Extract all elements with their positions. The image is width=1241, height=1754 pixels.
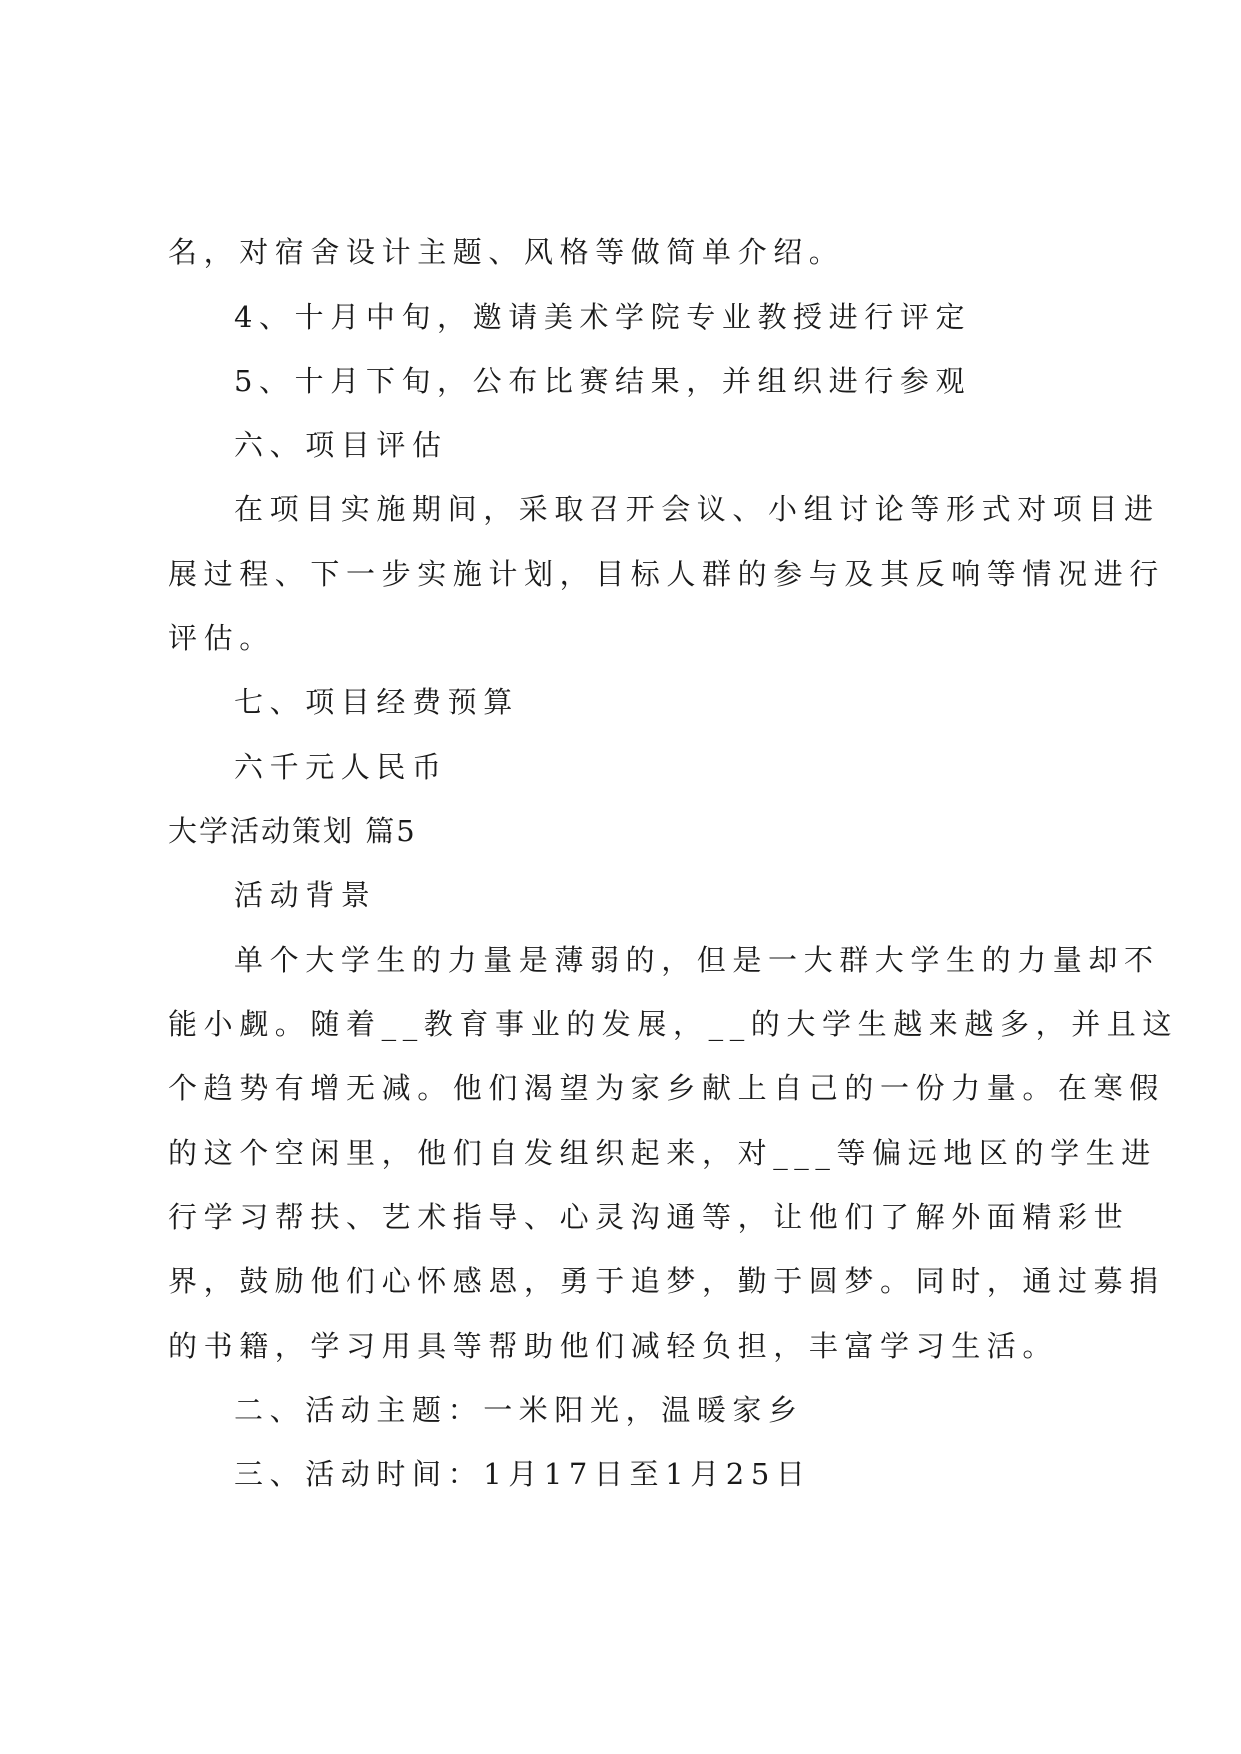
text-line: 单个大学生的力量是薄弱的，但是一大群大学生的力量却不 (234, 943, 1160, 977)
text-line: 的这个空闲里，他们自发组织起来，对___等偏远地区的学生进 (168, 1136, 1157, 1170)
section-heading: 七、项目经费预算 (234, 685, 519, 719)
text-line: 在项目实施期间，采取召开会议、小组讨论等形式对项目进 (234, 492, 1160, 526)
text-line: 行学习帮扶、艺术指导、心灵沟通等，让他们了解外面精彩世 (168, 1200, 1130, 1234)
section-heading: 二、活动主题：一米阳光，温暖家乡 (234, 1393, 804, 1427)
text-line: 评估。 (168, 621, 275, 655)
text-line: 界，鼓励他们心怀感恩，勇于追梦，勤于圆梦。同时，通过募捐 (168, 1264, 1165, 1298)
section-heading: 三、活动时间：1月17日至1月25日 (234, 1457, 812, 1491)
section-heading: 六、项目评估 (234, 428, 448, 462)
text-line: 能小觑。随着__教育事业的发展，__的大学生越来越多，并且这 (168, 1007, 1179, 1041)
text-line: 个趋势有增无减。他们渴望为家乡献上自己的一份力量。在寒假 (168, 1071, 1165, 1105)
text-line: 六千元人民币 (234, 750, 448, 784)
article-heading: 大学活动策划 篇5 (168, 814, 417, 848)
text-line: 名，对宿舍设计主题、风格等做简单介绍。 (168, 235, 845, 269)
text-line: 5、十月下旬，公布比赛结果，并组织进行参观 (234, 364, 972, 398)
text-line: 的书籍，学习用具等帮助他们减轻负担，丰富学习生活。 (168, 1329, 1059, 1363)
text-line: 展过程、下一步实施计划，目标人群的参与及其反响等情况进行 (168, 557, 1165, 591)
text-line: 4、十月中旬，邀请美术学院专业教授进行评定 (234, 300, 972, 334)
section-heading: 活动背景 (234, 878, 377, 912)
